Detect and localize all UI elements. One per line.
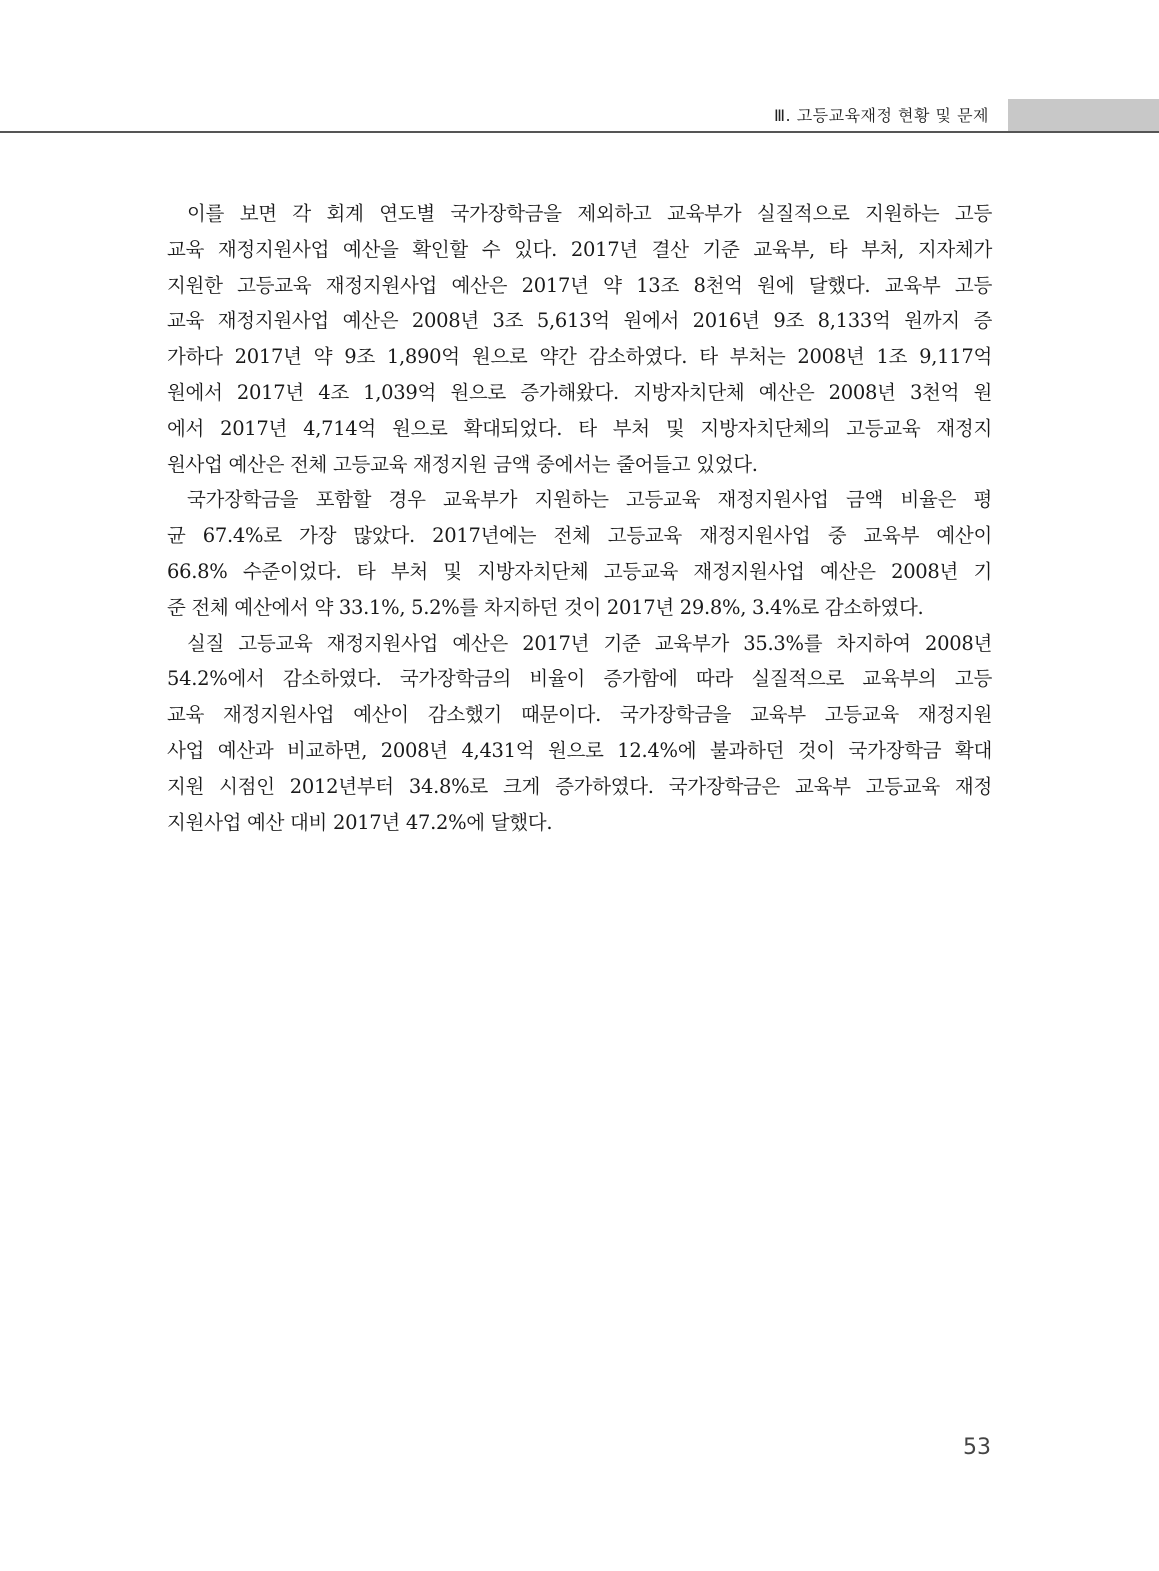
- text-line: 교육 재정지원사업 예산은 2008년 3조 5,613억 원에서 2016년 9조 8,133억 원까지 증: [167, 309, 992, 333]
- text-line: 국가장학금을 포함할 경우 교육부가 지원하는 고등교육 재정지원사업 금액 비율은 평: [187, 488, 992, 512]
- running-header: [0, 99, 1159, 133]
- running-header-title: Ⅲ. 고등교육재정 현황 및 문제: [774, 106, 989, 125]
- text-line: 지원 시점인 2012년부터 34.8%로 크게 증가하였다. 국가장학금은 교육부 고등교육 재정: [167, 774, 992, 798]
- header-gray-bar: [1008, 99, 1159, 131]
- paragraph-3: [167, 626, 992, 841]
- text-line: 교육 재정지원사업 예산이 감소했기 때문이다. 국가장학금을 교육부 고등교육 재정지원: [167, 703, 992, 727]
- text-line: 사업 예산과 비교하면, 2008년 4,431억 원으로 12.4%에 불과하던 것이 국가장학금 확대: [167, 738, 992, 762]
- text-line: 이를 보면 각 회계 연도별 국가장학금을 제외하고 교육부가 실질적으로 지원하는 고등: [187, 202, 992, 225]
- page-number: 53: [963, 1435, 991, 1460]
- text-line: 지원사업 예산 대비 2017년 47.2%에 달했다.: [167, 810, 553, 834]
- text-line: 66.8% 수준이었다. 타 부처 및 지방자치단체 고등교육 재정지원사업 예산은 2008년 기: [167, 559, 992, 583]
- text-line: 원에서 2017년 4조 1,039억 원으로 증가해왔다. 지방자치단체 예산은 2008년 3천억 원: [167, 380, 992, 404]
- text-line: 균 67.4%로 가장 많았다. 2017년에는 전체 고등교육 재정지원사업 중 교육부 예산이: [167, 524, 992, 548]
- text-line: 교육 재정지원사업 예산을 확인할 수 있다. 2017년 결산 기준 교육부, 타 부처, 지자체가: [167, 237, 992, 261]
- text-line: 실질 고등교육 재정지원사업 예산은 2017년 기준 교육부가 35.3%를 차지하여 2008년: [187, 631, 992, 655]
- body-text: [167, 196, 992, 840]
- text-line: 원사업 예산은 전체 고등교육 재정지원 금액 중에서는 줄어들고 있었다.: [167, 452, 758, 476]
- text-line: 에서 2017년 4,714억 원으로 확대되었다. 타 부처 및 지방자치단체의 고등교육 재정지: [167, 416, 992, 440]
- paragraph-2: [167, 482, 992, 625]
- header-rule-line: [0, 131, 1159, 133]
- text-line: 가하다 2017년 약 9조 1,890억 원으로 약간 감소하였다. 타 부처는 2008년 1조 9,117억: [167, 345, 992, 369]
- text-line: 준 전체 예산에서 약 33.1%, 5.2%를 차지하던 것이 2017년 29.8%, 3.4%로 감소하였다.: [167, 595, 924, 619]
- paragraph-1: [167, 196, 992, 482]
- text-line: 지원한 고등교육 재정지원사업 예산은 2017년 약 13조 8천억 원에 달했다. 교육부 고등: [167, 273, 992, 297]
- text-line: 54.2%에서 감소하였다. 국가장학금의 비율이 증가함에 따라 실질적으로 교육부의 고등: [167, 667, 992, 691]
